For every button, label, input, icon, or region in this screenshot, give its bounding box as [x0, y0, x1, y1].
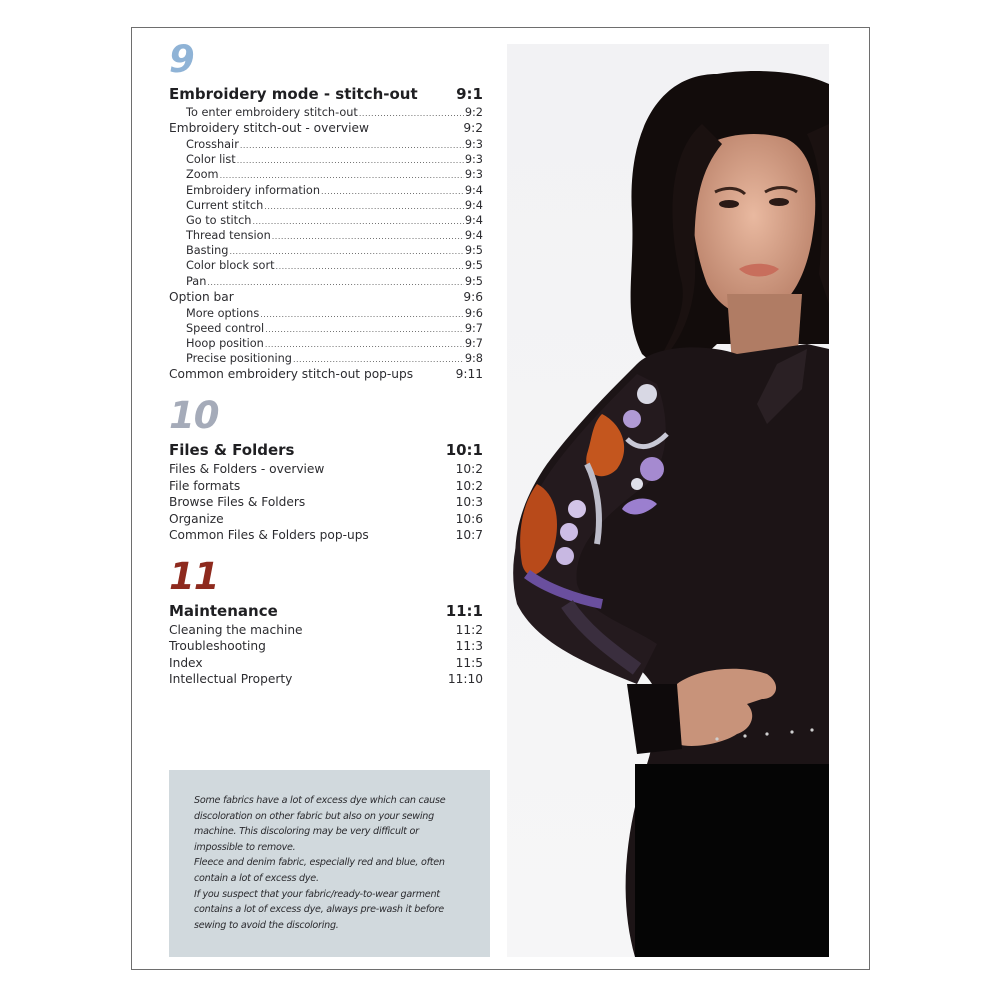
toc-entry-label: More options [186, 306, 260, 320]
toc-entry-label: Files & Folders - overview [169, 462, 325, 477]
chapter-number-9: 9 [169, 38, 194, 81]
note-paragraph: If you suspect that your fabric/ready-to-wear garment contains a lot of excess dye, always pre-wash it before sewing to avoid the discoloring. [194, 888, 444, 931]
toc-entry-label: Embroidery stitch-out - overview [169, 121, 369, 136]
toc-entry-page: 11:10 [447, 672, 483, 687]
leader-dots [265, 322, 464, 337]
toc-entry-page: 9:4 [464, 229, 483, 243]
toc-page: 9:1 [456, 85, 483, 103]
toc-chapter-title[interactable] [169, 601, 483, 622]
toc-entry[interactable] [169, 198, 483, 213]
leader-dots [207, 275, 463, 290]
toc-entry[interactable] [169, 289, 483, 306]
toc-entry-page: 10:6 [455, 511, 483, 526]
toc-entry-page: 9:5 [464, 259, 483, 273]
toc-entry[interactable] [169, 638, 483, 655]
leader-dots [276, 259, 464, 274]
toc-chapter-title[interactable] [169, 84, 483, 105]
toc-entry-page: 11:5 [455, 655, 483, 670]
toc-entry[interactable] [169, 306, 483, 321]
toc-entry-label: Troubleshooting [169, 639, 266, 654]
toc-entry-page: 10:2 [455, 462, 483, 477]
toc-entry[interactable] [169, 274, 483, 289]
toc-entry[interactable] [169, 461, 483, 478]
toc-entry-page: 11:2 [455, 622, 483, 637]
toc-entry-label: Precise positioning [186, 352, 292, 366]
toc-entry[interactable] [169, 622, 483, 639]
toc-page: 11:1 [445, 601, 483, 620]
toc-entry-label: Index [169, 655, 203, 670]
toc-entry-label: Cleaning the machine [169, 622, 303, 637]
toc-entry[interactable] [169, 167, 483, 182]
toc-entry-page: 9:3 [464, 168, 483, 182]
toc-entry-label: Speed control [186, 321, 265, 335]
toc-entry-page: 10:2 [455, 478, 483, 493]
toc-entry[interactable] [169, 258, 483, 273]
toc-title: Embroidery mode - stitch-out [169, 85, 418, 103]
toc-entry-page: 9:4 [464, 183, 483, 197]
toc-entry[interactable] [169, 105, 483, 120]
toc-entry-page: 9:7 [464, 337, 483, 351]
toc-entry[interactable] [169, 511, 483, 528]
toc-entry-label: Go to stitch [186, 213, 252, 227]
leader-dots [220, 168, 464, 183]
leader-dots [252, 214, 463, 229]
leader-dots [359, 106, 464, 121]
toc-entry-label: Embroidery information [186, 183, 321, 197]
toc-entry[interactable] [169, 120, 483, 137]
toc-entry-label: Color list [186, 153, 236, 167]
toc-entry-page: 9:7 [464, 321, 483, 335]
chapter-number-11: 11 [169, 554, 219, 598]
toc-entry-page: 10:3 [455, 495, 483, 510]
leader-dots [240, 138, 464, 153]
toc-entry[interactable] [169, 243, 483, 258]
fabric-dye-note [169, 770, 490, 957]
toc-entry-label: Crosshair [186, 137, 239, 151]
leader-dots [272, 229, 464, 244]
toc-entry[interactable] [169, 137, 483, 152]
toc-entry-page: 9:3 [464, 153, 483, 167]
toc-chapter-title[interactable] [169, 440, 483, 461]
toc-entry[interactable] [169, 183, 483, 198]
toc-entry-page: 9:11 [455, 367, 483, 382]
model-photo-illustration [507, 44, 829, 957]
toc-entry[interactable] [169, 478, 483, 495]
toc-entry-label: Intellectual Property [169, 672, 293, 687]
toc-entry-page: 9:6 [464, 306, 483, 320]
toc-entry[interactable] [169, 228, 483, 243]
toc-entry-label: Thread tension [186, 229, 271, 243]
toc-entry[interactable] [169, 655, 483, 672]
leader-dots [264, 199, 464, 214]
toc-entry-label: Common Files & Folders pop-ups [169, 528, 369, 543]
leader-dots [229, 244, 463, 259]
toc-entry-page: 9:2 [463, 121, 483, 136]
toc-entry[interactable] [169, 366, 483, 383]
toc-entry-label: Hoop position [186, 337, 264, 351]
toc-entry-page: 9:6 [463, 289, 483, 304]
note-paragraph: Some fabrics have a lot of excess dye which can cause discoloration on other fabric but also on your sewing machine. This discoloring may be very difficult or impossible to remove. [194, 795, 446, 853]
toc-entry[interactable] [169, 152, 483, 167]
toc-entry-page: 9:4 [464, 213, 483, 227]
toc-entry[interactable] [169, 213, 483, 228]
toc-entry-label: To enter embroidery stitch-out [186, 106, 358, 119]
toc-entry-label: Basting [186, 244, 229, 258]
toc-entry-page: 10:7 [455, 528, 483, 543]
note-paragraph: Fleece and denim fabric, especially red and blue, often contain a lot of excess dye. [194, 857, 445, 884]
toc-entry[interactable] [169, 527, 483, 544]
model-photo [507, 44, 829, 957]
toc-entry-label: Color block sort [186, 259, 275, 273]
leader-dots [265, 337, 464, 352]
toc-entry-label: Option bar [169, 289, 234, 304]
toc-entry-label: Current stitch [186, 198, 264, 212]
toc-title: Maintenance [169, 601, 278, 620]
toc-entry-label: Zoom [186, 168, 219, 182]
leader-dots [260, 307, 464, 322]
toc-entry[interactable] [169, 321, 483, 336]
toc-entry-label: File formats [169, 478, 241, 493]
toc-entry-page: 9:4 [464, 198, 483, 212]
toc-entry-label: Browse Files & Folders [169, 495, 306, 510]
toc-entry-label: Pan [186, 274, 207, 288]
toc-entry-label: Organize [169, 511, 224, 526]
table-of-contents [169, 40, 483, 688]
toc-title: Files & Folders [169, 441, 295, 460]
toc-entry-page: 9:2 [464, 106, 483, 119]
toc-entry-page: 11:3 [455, 639, 483, 654]
toc-entry[interactable] [169, 671, 483, 688]
toc-entry-page: 9:3 [464, 137, 483, 151]
toc-entry[interactable] [169, 336, 483, 351]
toc-entry[interactable] [169, 494, 483, 511]
toc-entry-label: Common embroidery stitch-out pop-ups [169, 367, 414, 382]
toc-entry[interactable] [169, 351, 483, 366]
leader-dots [293, 352, 464, 367]
toc-entry-page: 9:5 [464, 244, 483, 258]
leader-dots [321, 184, 464, 199]
toc-entry-page: 9:5 [464, 274, 483, 288]
chapter-number-10: 10 [169, 394, 219, 438]
toc-entry-page: 9:8 [464, 352, 483, 366]
leader-dots [237, 153, 464, 168]
toc-page: 10:1 [445, 441, 483, 460]
